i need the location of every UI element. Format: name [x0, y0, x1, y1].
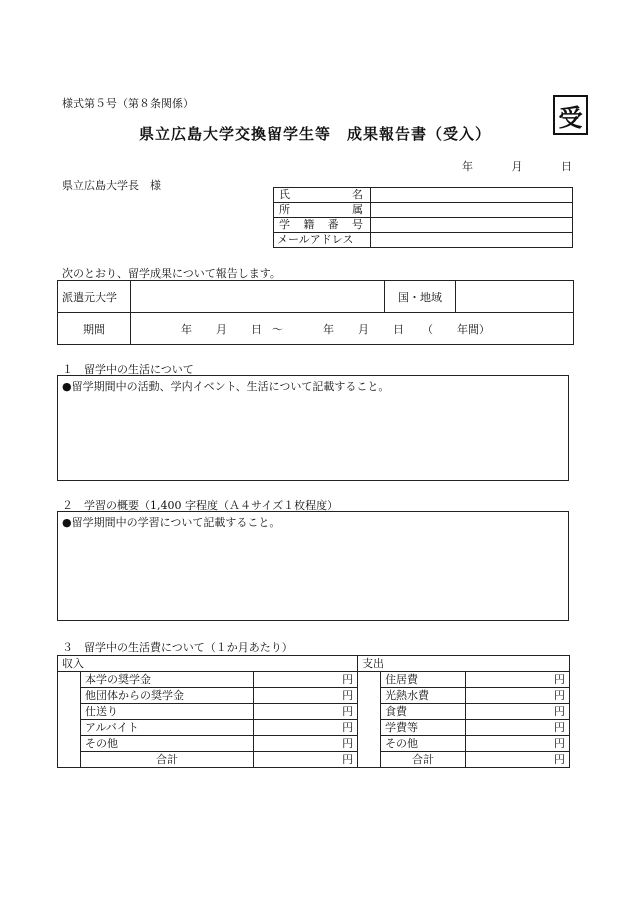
period-year-1: 年: [181, 322, 192, 336]
income-amount-1[interactable]: 円: [254, 672, 358, 688]
name-label-char-1: 氏: [279, 188, 290, 201]
period-years: 年間）: [457, 322, 490, 336]
dispatch-university-field[interactable]: [131, 281, 385, 313]
period-tilde: ～: [272, 322, 283, 336]
cost-row-1: [58, 672, 570, 688]
expense-amount-3[interactable]: 円: [466, 704, 570, 720]
report-intro: 次のとおり、留学成果について報告します。: [62, 267, 281, 280]
period-paren-open: （: [422, 322, 433, 336]
period-values: [135, 321, 569, 337]
period-field[interactable]: [131, 313, 574, 345]
dispatch-table: [57, 280, 574, 345]
expense-amount-1[interactable]: 円: [466, 672, 570, 688]
dispatch-university-row: [58, 281, 574, 313]
cost-row-2: [58, 688, 570, 704]
expense-item-3: 食費: [381, 704, 466, 720]
period-day-2: 日: [393, 322, 404, 336]
section2-title: ２ 学習の概要（1,400 字程度（Ａ４サイズ１枚程度）: [62, 499, 339, 512]
country-field[interactable]: [456, 281, 574, 313]
expense-item-2: 光熱水費: [381, 688, 466, 704]
period-label: 期間: [58, 313, 131, 345]
email-label: メールアドレス: [274, 233, 371, 248]
addressee: 県立広島大学長 様: [62, 179, 161, 192]
expense-item-5: その他: [381, 736, 466, 752]
date-line: [462, 158, 572, 174]
income-amount-3[interactable]: 円: [254, 704, 358, 720]
income-amount-5[interactable]: 円: [254, 736, 358, 752]
income-item-3: 仕送り: [81, 704, 254, 720]
date-day: 日: [561, 160, 572, 173]
section1-box[interactable]: [57, 375, 569, 481]
applicant-info-table: [273, 187, 573, 248]
email-row: [274, 233, 573, 248]
student-id-field[interactable]: [371, 218, 573, 233]
form-number: 様式第５号（第８条関係）: [62, 97, 194, 110]
expense-header: 支出: [358, 656, 570, 672]
name-label-char-2: 名: [352, 188, 363, 201]
name-label: [274, 188, 371, 203]
cost-total-row: [58, 752, 570, 768]
student-id-label-char-4: 号: [351, 218, 363, 231]
period-year-2: 年: [323, 322, 334, 336]
income-item-2: 他団体からの奨学金: [81, 688, 254, 704]
expense-amount-5[interactable]: 円: [466, 736, 570, 752]
expense-item-1: 住居費: [381, 672, 466, 688]
email-field[interactable]: [371, 233, 573, 248]
cost-row-3: [58, 704, 570, 720]
page-title: 県立広島大学交換留学生等 成果報告書（受入）: [138, 125, 491, 143]
period-day-1: 日: [251, 322, 262, 336]
section1-title: １ 留学中の生活について: [62, 363, 194, 376]
affiliation-label-char-1: 所: [279, 203, 290, 216]
name-field[interactable]: [371, 188, 573, 203]
date-year: 年: [462, 160, 473, 173]
income-amount-4[interactable]: 円: [254, 720, 358, 736]
section2-box[interactable]: [57, 511, 569, 621]
student-id-label-char-2: 籍: [303, 218, 315, 231]
income-item-4: アルバイト: [81, 720, 254, 736]
cost-row-4: [58, 720, 570, 736]
income-item-1: 本学の奨学金: [81, 672, 254, 688]
student-id-label-char-1: 学: [279, 218, 290, 231]
received-stamp: 受: [553, 95, 588, 135]
income-total-label: 合計: [81, 752, 254, 768]
expense-total-amount[interactable]: 円: [466, 752, 570, 768]
period-month-1: 月: [216, 322, 227, 336]
expense-item-4: 学費等: [381, 720, 466, 736]
income-header: 収入: [58, 656, 358, 672]
cost-row-5: [58, 736, 570, 752]
country-label: 国・地域: [385, 281, 456, 313]
section2-note: ●留学期間中の学習について記載すること。: [62, 516, 281, 529]
student-id-label: [274, 218, 371, 233]
affiliation-label: [274, 203, 371, 218]
income-item-5: その他: [81, 736, 254, 752]
affiliation-field[interactable]: [371, 203, 573, 218]
section3-title: ３ 留学中の生活費について（１か月あたり）: [62, 641, 293, 654]
expense-total-label: 合計: [381, 752, 466, 768]
period-month-2: 月: [358, 322, 369, 336]
expense-amount-4[interactable]: 円: [466, 720, 570, 736]
student-id-label-char-3: 番: [327, 218, 339, 231]
name-row: [274, 188, 573, 203]
expense-amount-2[interactable]: 円: [466, 688, 570, 704]
affiliation-label-char-2: 属: [352, 203, 363, 216]
affiliation-row: [274, 203, 573, 218]
section1-note: ●留学期間中の活動、学内イベント、生活について記載すること。: [62, 380, 390, 393]
student-id-row: [274, 218, 573, 233]
income-total-amount[interactable]: 円: [254, 752, 358, 768]
income-amount-2[interactable]: 円: [254, 688, 358, 704]
cost-header-row: [58, 656, 570, 672]
living-cost-table: [57, 655, 570, 768]
dispatch-university-label: 派遣元大学: [58, 281, 131, 313]
date-month: 月: [511, 160, 523, 173]
period-row: [58, 313, 574, 345]
